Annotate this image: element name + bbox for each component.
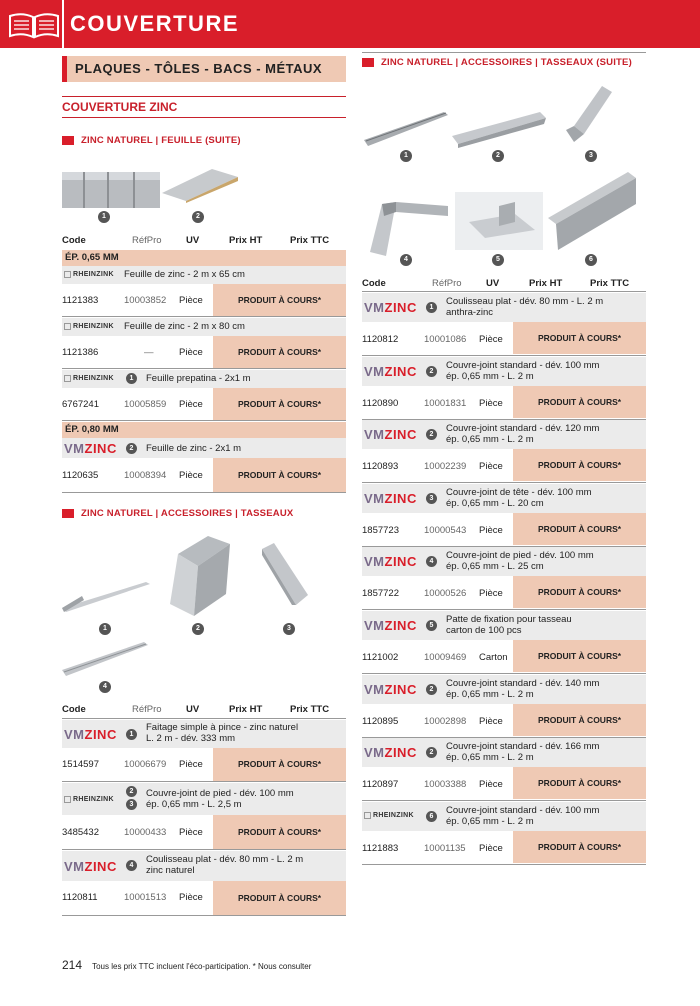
table-row: VMZINC 1 Coulisseau plat - dév. 80 mm - L. 2 m anthra-zinc 1120812 10001086 Pièce PRODUIT À COURS* bbox=[362, 293, 646, 355]
vmzinc-logo: VMZINC bbox=[364, 427, 417, 443]
price-badge: PRODUIT À COURS* bbox=[213, 748, 346, 781]
price-badge: PRODUIT À COURS* bbox=[513, 831, 646, 863]
product-number-badge: 2 bbox=[426, 684, 437, 695]
slider-image bbox=[62, 642, 148, 676]
price-badge: PRODUIT À COURS* bbox=[513, 576, 646, 608]
product-number-badge: 6 bbox=[426, 811, 437, 822]
price-badge: PRODUIT À COURS* bbox=[513, 322, 646, 354]
table-row: RHEINZINK Feuille de zinc - 2 m x 80 cm 1121386 — Pièce PRODUIT À COURS* bbox=[62, 318, 346, 368]
rheinzink-logo: RHEINZINK bbox=[364, 812, 414, 819]
bottom-cap-image bbox=[168, 536, 230, 616]
subhead-tasseaux-suite: ZINC NATUREL | ACCESSOIRES | TASSEAUX (SUITE) bbox=[362, 57, 632, 68]
table-row: RHEINZINK 1 Feuille prepatina - 2x1 m 6767241 10005859 Pièce PRODUIT À COURS* bbox=[62, 370, 346, 420]
table-row: VMZINC 4 Coulisseau plat - dév. 80 mm - L. 2 m zinc naturel 1120811 10001513 Pièce PRODUIT À COURS* bbox=[62, 851, 346, 915]
product-number-badge: 4 bbox=[126, 860, 137, 871]
rheinzink-logo: RHEINZINK bbox=[64, 375, 114, 382]
product-number-badge: 1 bbox=[126, 373, 137, 384]
thickness-group: ÉP. 0,80 MM bbox=[62, 422, 346, 438]
open-book-icon bbox=[8, 10, 60, 40]
image-number: 2 bbox=[192, 623, 204, 635]
product-number-badge: 4 bbox=[426, 556, 437, 567]
product-number-badge: 2 bbox=[126, 786, 137, 797]
image-number: 3 bbox=[283, 623, 295, 635]
ridge-image bbox=[62, 578, 150, 612]
vmzinc-logo: VMZINC bbox=[364, 618, 417, 633]
product-number-badge: 3 bbox=[426, 493, 437, 504]
product-number-badge: 1 bbox=[426, 302, 437, 313]
page-title: COUVERTURE bbox=[70, 11, 240, 36]
fixing-tab-image bbox=[455, 192, 543, 250]
table-row: VMZINC 4 Couvre-joint de pied - dév. 100 mm ép. 0,65 mm - L. 25 cm 1857722 10000526 Pièce PRODUIT À COURS* bbox=[362, 547, 646, 609]
table-row: VMZINC 2 Feuille de zinc - 2x1 m 1120635 10008394 Pièce PRODUIT À COURS* bbox=[62, 438, 346, 492]
price-badge: PRODUIT À COURS* bbox=[213, 388, 346, 420]
image-number: 1 bbox=[99, 623, 111, 635]
table-header: Code RéfPro UV Prix HT Prix TTC bbox=[362, 278, 630, 289]
image-number: 1 bbox=[400, 150, 412, 162]
product-number-badge: 3 bbox=[126, 799, 137, 810]
rheinzink-logo: RHEINZINK bbox=[64, 271, 114, 278]
rheinzink-logo: RHEINZINK bbox=[64, 796, 114, 803]
image-number: 4 bbox=[400, 254, 412, 266]
vmzinc-logo: VMZINC bbox=[64, 441, 117, 456]
standard-cap-image bbox=[452, 112, 546, 148]
table-header: Code RéfPro UV Prix HT Prix TTC bbox=[62, 235, 330, 246]
price-badge: PRODUIT À COURS* bbox=[513, 767, 646, 799]
price-badge: PRODUIT À COURS* bbox=[213, 458, 346, 492]
table-row: RHEINZINK 6 Couvre-joint standard - dév. 100 mm ép. 0,65 mm - L. 2 m 1121883 10001135 Pièce PRODUIT À COURS* bbox=[362, 802, 646, 864]
product-number-badge: 5 bbox=[426, 620, 437, 631]
product-number-badge: 2 bbox=[126, 443, 137, 454]
price-badge: PRODUIT À COURS* bbox=[513, 704, 646, 736]
page-footer bbox=[62, 958, 311, 972]
price-badge: PRODUIT À COURS* bbox=[513, 449, 646, 481]
vmzinc-logo: VMZINC bbox=[364, 490, 417, 506]
image-number: 3 bbox=[585, 150, 597, 162]
vmzinc-logo: VMZINC bbox=[64, 727, 117, 742]
image-number: 5 bbox=[492, 254, 504, 266]
product-number-badge: 2 bbox=[426, 429, 437, 440]
category-banner: PLAQUES - TÔLES - BACS - MÉTAUX bbox=[62, 56, 346, 82]
vmzinc-logo: VMZINC bbox=[364, 745, 417, 761]
price-badge: PRODUIT À COURS* bbox=[513, 640, 646, 672]
page-header bbox=[0, 0, 700, 48]
image-number: 4 bbox=[99, 681, 111, 693]
table-row: RHEINZINK Feuille de zinc - 2 m x 65 cm 1121383 10003852 Pièce PRODUIT À COURS* bbox=[62, 266, 346, 316]
image-number: 1 bbox=[98, 211, 110, 223]
table-header: Code RéfPro UV Prix HT Prix TTC bbox=[62, 704, 330, 715]
foot-cap-image bbox=[366, 196, 448, 258]
vmzinc-logo: VMZINC bbox=[364, 300, 417, 315]
rheinzink-logo: RHEINZINK bbox=[64, 323, 114, 330]
table-row: VMZINC 2 Couvre-joint standard - dév. 100 mm ép. 0,65 mm - L. 2 m 1120890 10001831 Pièce PRODUIT À COURS* bbox=[362, 357, 646, 419]
price-badge: PRODUIT À COURS* bbox=[513, 386, 646, 418]
table-row: VMZINC 5 Patte de fixation pour tasseau carton de 100 pcs 1121002 10009469 Carton PRODUIT À COURS* bbox=[362, 611, 646, 673]
image-number: 6 bbox=[585, 254, 597, 266]
top-cap-image bbox=[262, 543, 308, 605]
product-number-badge: 2 bbox=[426, 366, 437, 377]
standard-cap-large-image bbox=[548, 172, 636, 250]
vmzinc-logo: VMZINC bbox=[364, 681, 417, 697]
price-badge: PRODUIT À COURS* bbox=[513, 513, 646, 545]
table-row: VMZINC 1 Faitage simple à pince - zinc naturel L. 2 m - dév. 333 mm 1514597 10006679 Pièce PRODUIT À COURS* bbox=[62, 720, 346, 781]
thickness-group: ÉP. 0,65 MM bbox=[62, 250, 346, 266]
table-row: RHEINZINK 2 3 Couvre-joint de pied - dév. 100 mm ép. 0,65 mm - L. 2,5 m 3485432 10000433 Pièce PRODUIT À COURS* bbox=[62, 783, 346, 849]
slider-anthra-image bbox=[364, 110, 448, 146]
table-row: VMZINC 2 Couvre-joint standard - dév. 140 mm ép. 0,65 mm - L. 2 m 1120895 10002898 Pièce PRODUIT À COURS* bbox=[362, 675, 646, 737]
zinc-sheet-prepatina-image bbox=[162, 165, 238, 203]
table-row: VMZINC 3 Couvre-joint de tête - dév. 100 mm ép. 0,65 mm - L. 20 cm 1857723 10000543 Pièce PRODUIT À COURS* bbox=[362, 484, 646, 546]
price-badge: PRODUIT À COURS* bbox=[213, 881, 346, 915]
image-number: 2 bbox=[492, 150, 504, 162]
section-title: COUVERTURE ZINC bbox=[62, 100, 178, 114]
vmzinc-logo: VMZINC bbox=[364, 363, 417, 379]
price-badge: PRODUIT À COURS* bbox=[213, 815, 346, 849]
footer-note: Tous les prix TTC incluent l'éco-participation. * Nous consulter bbox=[92, 962, 312, 971]
head-cap-image bbox=[566, 86, 612, 142]
product-number-badge: 1 bbox=[126, 729, 137, 740]
table-row: VMZINC 2 Couvre-joint standard - dév. 166 mm ép. 0,65 mm - L. 2 m 1120897 10003388 Pièce PRODUIT À COURS* bbox=[362, 738, 646, 800]
page-number: 214 bbox=[62, 958, 83, 972]
subhead-tasseaux: ZINC NATUREL | ACCESSOIRES | TASSEAUX bbox=[62, 508, 293, 519]
product-number-badge: 2 bbox=[426, 747, 437, 758]
vmzinc-logo: VMZINC bbox=[364, 554, 417, 570]
subhead-feuille: ZINC NATUREL | FEUILLE (SUITE) bbox=[62, 135, 241, 146]
table-row: VMZINC 2 Couvre-joint standard - dév. 120 mm ép. 0,65 mm - L. 2 m 1120893 10002239 Pièce PRODUIT À COURS* bbox=[362, 420, 646, 482]
price-badge: PRODUIT À COURS* bbox=[213, 284, 346, 316]
price-badge: PRODUIT À COURS* bbox=[213, 336, 346, 368]
vmzinc-logo: VMZINC bbox=[64, 859, 117, 874]
image-number: 2 bbox=[192, 211, 204, 223]
zinc-sheet-image bbox=[62, 172, 160, 208]
